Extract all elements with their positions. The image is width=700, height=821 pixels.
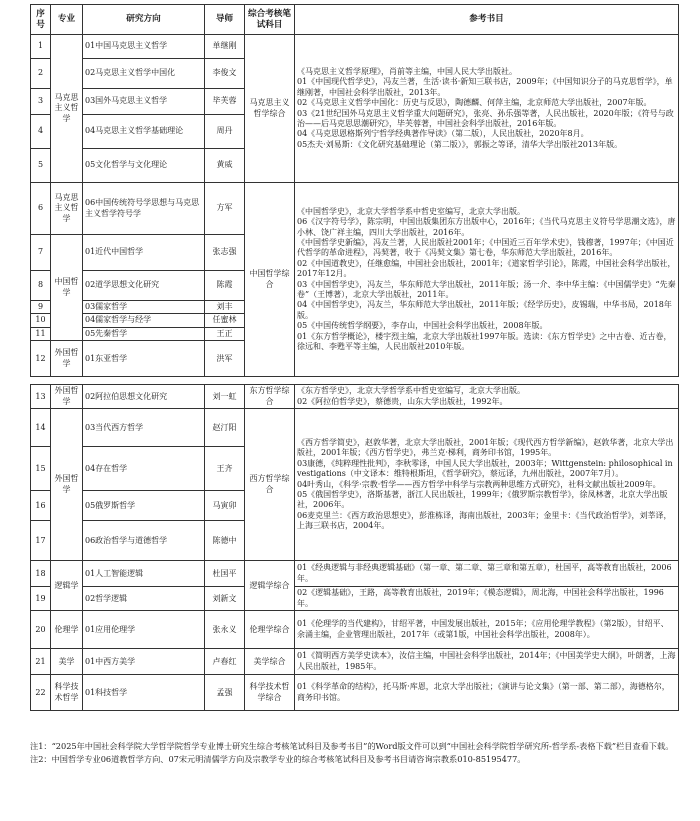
- footnotes: [30, 740, 678, 766]
- major-cell: 美学: [51, 649, 83, 675]
- subject-cell: 马克思主义哲学综合: [245, 35, 295, 183]
- footnote-2: 注2：中国哲学专业06道教哲学方向、07宋元明清儒学方向及宗教学专业的综合考核笔试科目及参考书目请咨询宗教系010-85195477。: [30, 754, 526, 764]
- sheet: [30, 4, 678, 711]
- direction-cell: 05俄罗斯哲学: [83, 491, 205, 521]
- row-no: 19: [31, 587, 51, 611]
- direction-cell: 06中国传统符号学思想与马克思主义哲学符号学: [83, 183, 205, 235]
- advisor-cell: 洪军: [205, 341, 245, 377]
- table-row: [31, 385, 679, 409]
- direction-cell: 01中国马克思主义哲学: [83, 35, 205, 59]
- subject-cell: 东方哲学综合: [245, 385, 295, 409]
- major-cell: 外国哲学: [51, 409, 83, 561]
- direction-cell: 01近代中国哲学: [83, 235, 205, 271]
- direction-cell: 05先秦哲学: [83, 327, 205, 340]
- direction-cell: 02阿拉伯思想文化研究: [83, 385, 205, 409]
- direction-cell: 05文化哲学与文化理论: [83, 149, 205, 183]
- footnote-1: 注1：“2025年中国社会科学院大学哲学院哲学专业博士研究生综合考核笔试科目及参考书目”的Word版文件可以到“中国社会科学院哲学研究所-哲学系-表格下载”栏目查看下载。: [30, 741, 674, 751]
- advisor-cell: 张永义: [205, 611, 245, 649]
- advisor-cell: 陈霞: [205, 271, 245, 301]
- books-cell: 《马克思主义哲学原理》，肖前等主编，中国人民大学出版社。 01《中国现代哲学史》，冯友兰著，生活·读书·新知三联书店，2009年；《中国知识分子的马克思哲学》，单继刚著，中国社会科学出版社，2013年。 02《马克思主义哲学中国化：历史与反思》，陶德麟、何萍主编，北京师范大学出版社，2007年版。 03《21世纪国外马克思主义哲学重大问题研究》，张亮、孙乐强等著，人民出版社，2020年版；《符号与政治——后马克思思潮研究》，毕芙蓉著，中国社会科学出版社，2016年版。 04《马克思恩格斯列宁哲学经典著作导读》（第二版），人民出版社，2020年8月。 05杰夫·刘易斯：《文化研究基础理论（第二版）》，郭振之等译，清华大学出版社2013年版。: [295, 35, 679, 183]
- row-no: 5: [31, 149, 51, 183]
- advisor-cell: 周丹: [205, 115, 245, 149]
- books-cell: 01《简明西方美学史读本》，汝信主编，中国社会科学出版社，2014年；《中国美学史大纲》，叶朗著，上海人民出版社，1985年。: [295, 649, 679, 675]
- row-no: 9: [31, 301, 51, 314]
- advisor-cell: 王齐: [205, 447, 245, 491]
- direction-cell: 04儒家哲学与经学: [83, 314, 205, 327]
- direction-cell: 02马克思主义哲学中国化: [83, 59, 205, 89]
- direction-cell: 01科技哲学: [83, 675, 205, 711]
- table-header-row: [31, 5, 679, 35]
- books-cell: 《中国哲学史》，北京大学哲学系中哲史室编写，北京大学出版。 06《汉字符号学》，陈宗明，中国出版集团东方出版中心，2016年；《当代马克思主义符号学思潮文选》，唐小林、饶广祥主编，四川大学出版社，2016年。 《中国哲学史新编》，冯友兰著，人民出版社2001年；《中国近三百年学术史》，钱穆著，1997年；《中国近代哲学的革命进程》，冯契著，收于《冯契文集》第七卷，华东师范大学出版社，2016年。 02《中国道教史》，任继愈编，中国社会出版社，2001年；《道家哲学引论》，陈霞，中国社会科学出版社，2017年12月。 03《中国哲学史》，冯友兰，华东师范大学出版社，2011年版；汤一介、李中华主编：《中国儒学史》“先秦卷”（王博著），北京大学出版社，2011年。 04《中国哲学史》，冯友兰，华东师范大学出版社，2011年版；《经学历史》，皮锡瑞，中华书局，2018年版。 05《中国传统哲学纲要》，李存山，中国社会科学出版社，2008年版。 01《东方哲学概论》，楼宇烈主编，北京大学出版社1997年版。选读：《东方哲学史》之中古卷、近古卷，徐远和、李甦平等主编，人民出版社2010年版。: [295, 183, 679, 377]
- books-cell: 02《逻辑基础》，王路，高等教育出版社，2019年；《模态逻辑》，周北海，中国社会科学出版社，1996年。: [295, 587, 679, 611]
- books-cell: 《东方哲学史》，北京大学哲学系中哲史室编写，北京大学出版。 02《阿拉伯哲学史》，蔡德贵，山东大学出版社，1992年。: [295, 385, 679, 409]
- advisor-cell: 黄威: [205, 149, 245, 183]
- row-no: 2: [31, 59, 51, 89]
- row-no: 14: [31, 409, 51, 447]
- major-cell: 马克思主义哲学: [51, 35, 83, 183]
- row-no: 4: [31, 115, 51, 149]
- direction-cell: 03当代西方哲学: [83, 409, 205, 447]
- advisor-cell: 任蜜林: [205, 314, 245, 327]
- advisor-cell: 陈德中: [205, 521, 245, 561]
- advisor-cell: 刘一虹: [205, 385, 245, 409]
- direction-cell: 01东亚哲学: [83, 341, 205, 377]
- books-cell: 《西方哲学简史》，赵敦华著，北京大学出版社，2001年版；《现代西方哲学新编》，赵敦华著，北京大学出版社，2001年版；《西方哲学史》，弗兰克·梯利，商务印书馆，1995年。 03康德，《纯粹理性批判》，李秋零译，中国人民大学出版社，2003年；Wittgenstein: philosophical investigations（中文译本：维特根斯坦，《哲学研究》，蔡远译，九州出版社，2007年7月）。 04叶秀山，《科学·宗教·哲学——西方哲学中科学与宗教两种思维方式研究》，社科文献出版社2009年。 05《俄国哲学史》，洛斯基著，浙江人民出版社，1999年；《俄罗斯宗教哲学》，徐凤林著，北京大学出版社，2006年。 06麦克里兰：《西方政治思想史》，彭淮栋译，海南出版社，2003年；金里卡：《当代政治哲学》，刘莘译，上海三联书店，2004年。: [295, 409, 679, 561]
- direction-cell: 03国外马克思主义哲学: [83, 89, 205, 115]
- subject-cell: 逻辑学综合: [245, 561, 295, 611]
- subject-cell: 西方哲学综合: [245, 409, 295, 561]
- advisor-cell: 杜国平: [205, 561, 245, 587]
- admission-table-part2: [30, 384, 679, 711]
- subject-cell: 伦理学综合: [245, 611, 295, 649]
- advisor-cell: 刘丰: [205, 301, 245, 314]
- advisor-cell: 方军: [205, 183, 245, 235]
- direction-cell: 04存在哲学: [83, 447, 205, 491]
- direction-cell: 01人工智能逻辑: [83, 561, 205, 587]
- row-no: 3: [31, 89, 51, 115]
- table-row: [31, 35, 679, 59]
- table-row: [31, 675, 679, 711]
- major-cell: 科学技术哲学: [51, 675, 83, 711]
- table-row: [31, 561, 679, 587]
- advisor-cell: 单继刚: [205, 35, 245, 59]
- major-cell: 逻辑学: [51, 561, 83, 611]
- advisor-cell: 孟强: [205, 675, 245, 711]
- row-no: 13: [31, 385, 51, 409]
- advisor-cell: 王正: [205, 327, 245, 340]
- advisor-cell: 马寅卯: [205, 491, 245, 521]
- subject-cell: 美学综合: [245, 649, 295, 675]
- row-no: 11: [31, 327, 51, 340]
- advisor-cell: 李俊文: [205, 59, 245, 89]
- header-books: 参考书目: [295, 5, 679, 35]
- header-subject: 综合考核笔试科目: [245, 5, 295, 35]
- header-advisor: 导师: [205, 5, 245, 35]
- subject-cell: 科学技术哲学综合: [245, 675, 295, 711]
- advisor-cell: 卢春红: [205, 649, 245, 675]
- direction-cell: 04马克思主义哲学基础理论: [83, 115, 205, 149]
- major-cell: 外国哲学: [51, 385, 83, 409]
- row-no: 12: [31, 341, 51, 377]
- direction-cell: 03儒家哲学: [83, 301, 205, 314]
- admission-table-part1: [30, 4, 679, 377]
- table-row: [31, 611, 679, 649]
- books-cell: 01《经典逻辑与非经典逻辑基础》（第一章、第二章、第三章和第五章），杜国平，高等教育出版社，2006年。: [295, 561, 679, 587]
- advisor-cell: 赵汀阳: [205, 409, 245, 447]
- row-no: 18: [31, 561, 51, 587]
- major-cell: 中国哲学: [51, 235, 83, 341]
- row-no: 17: [31, 521, 51, 561]
- direction-cell: 06政治哲学与道德哲学: [83, 521, 205, 561]
- advisor-cell: 刘新文: [205, 587, 245, 611]
- header-direction: 研究方向: [83, 5, 205, 35]
- direction-cell: 02道学思想文化研究: [83, 271, 205, 301]
- major-cell: 外国哲学: [51, 341, 83, 377]
- row-no: 10: [31, 314, 51, 327]
- row-no: 22: [31, 675, 51, 711]
- subject-cell: 中国哲学综合: [245, 183, 295, 377]
- row-no: 20: [31, 611, 51, 649]
- row-no: 7: [31, 235, 51, 271]
- advisor-cell: 毕芙蓉: [205, 89, 245, 115]
- books-cell: 01《伦理学的当代建构》，甘绍平著，中国发展出版社，2015年；《应用伦理学教程》（第2版），甘绍平、余涌主编，企业管理出版社，2017年（或第1版，中国社会科学出版社，2008年）。: [295, 611, 679, 649]
- header-no: 序号: [31, 5, 51, 35]
- row-no: 21: [31, 649, 51, 675]
- table-row: [31, 409, 679, 447]
- header-major: 专业: [51, 5, 83, 35]
- direction-cell: 01中西方美学: [83, 649, 205, 675]
- books-cell: 01《科学革命的结构》，托马斯·库恩，北京大学出版社；《演讲与论文集》（第一部、第二部），海德格尔，商务印书馆。: [295, 675, 679, 711]
- row-no: 15: [31, 447, 51, 491]
- row-no: 8: [31, 271, 51, 301]
- table-row: [31, 649, 679, 675]
- advisor-cell: 张志强: [205, 235, 245, 271]
- row-no: 1: [31, 35, 51, 59]
- row-no: 6: [31, 183, 51, 235]
- major-cell: 马克思主义哲学: [51, 183, 83, 235]
- row-no: 16: [31, 491, 51, 521]
- direction-cell: 02哲学逻辑: [83, 587, 205, 611]
- table-row: [31, 183, 679, 235]
- direction-cell: 01应用伦理学: [83, 611, 205, 649]
- table-row: [31, 587, 679, 611]
- major-cell: 伦理学: [51, 611, 83, 649]
